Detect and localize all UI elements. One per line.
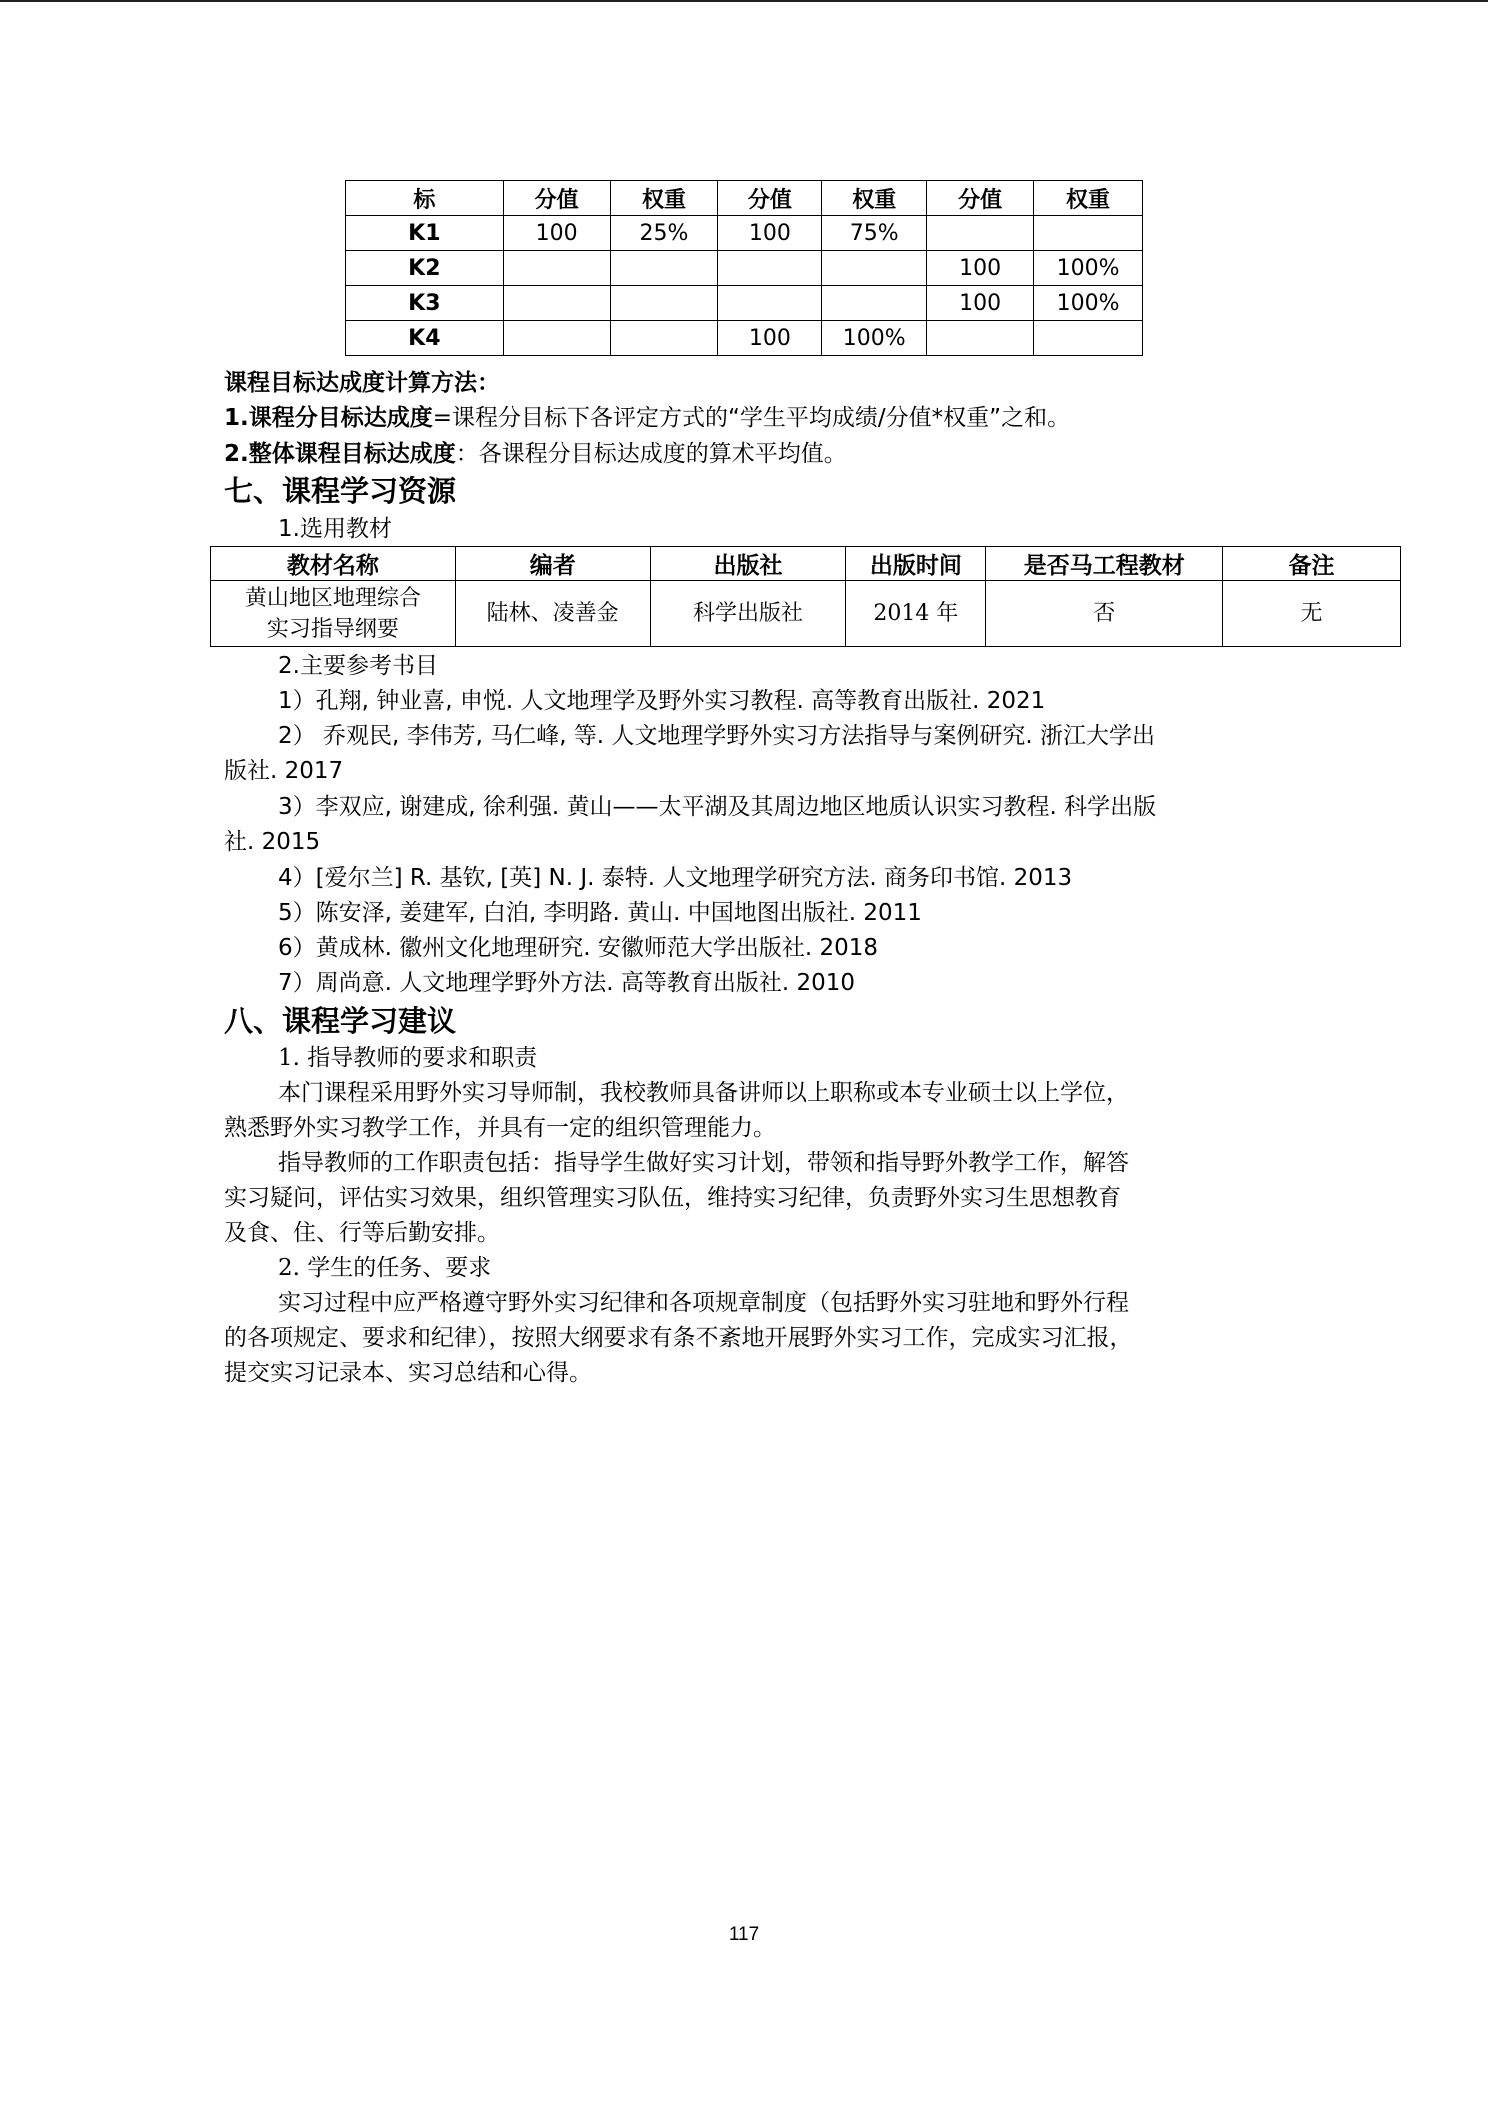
table-cell [927,321,1034,356]
textbook-editor-cell: 陆林、凌善金 [455,581,650,647]
row-label: K1 [346,216,504,251]
table-cell [1034,321,1143,356]
reference-item-continued: 版社. 2017 [224,758,344,784]
header-cell: 分值 [927,181,1034,216]
header-cell: 编者 [455,547,650,581]
header-cell: 备注 [1223,547,1401,581]
table-cell: 100 [503,216,610,251]
textbook-name-line-2: 实习指导纲要 [266,616,399,642]
page-number: 117 [728,1924,760,1945]
reference-item: 7）周尚意. 人文地理学野外方法. 高等教育出版社. 2010 [278,970,856,996]
table-cell [503,286,610,321]
table-cell [1034,216,1143,251]
table-cell: 25% [610,216,718,251]
table-row [346,321,1143,356]
table-cell: 100% [1034,251,1143,286]
paragraph-line: 提交实习记录本、实习总结和心得。 [224,1360,592,1386]
table-cell: 100 [718,321,822,356]
textbook-name-line-1: 黄山地区地理综合 [244,585,421,611]
top-border-line [0,0,1488,2]
table-row [346,286,1143,321]
row-label: K3 [346,286,504,321]
table-cell [610,251,718,286]
table-header-row [346,181,1143,216]
calc-item-1 [224,401,1070,435]
table-row [346,251,1143,286]
reference-item: 4）[爱尔兰] R. 基钦, [英] N. J. 泰特. 人文地理学研究方法. 商务印书馆. 2013 [278,865,1073,891]
table-cell [610,321,718,356]
paragraph-line: 本门课程采用野外实习导师制，我校教师具备讲师以上职称或本专业硕士以上学位， [278,1080,1129,1106]
table-row [211,581,1401,647]
paragraph-line: 熟悉野外实习教学工作，并具有一定的组织管理能力。 [224,1115,776,1141]
table-cell [927,216,1034,251]
subheading-references: 2.主要参考书目 [278,653,438,679]
subheading-textbook: 1.选用教材 [278,516,392,542]
reference-item: 5）陈安泽, 姜建军, 白泊, 李明路. 黄山. 中国地图出版社. 2011 [278,900,922,926]
table-cell: 100 [718,216,822,251]
calc-item-2-text: ：各课程分目标达成度的算术平均值。 [455,441,847,467]
row-label: K4 [346,321,504,356]
reference-item-continued: 社. 2015 [224,829,321,855]
textbook-note-cell: 无 [1223,581,1401,647]
header-cell: 权重 [822,181,927,216]
section-8-heading: 八、课程学习建议 [224,1004,457,1038]
table-cell [610,286,718,321]
reference-item: 1）孔翔, 钟业喜, 申悦. 人文地理学及野外实习教程. 高等教育出版社. 2021 [278,688,1046,714]
paragraph-line: 实习疑问，评估实习效果，组织管理实习队伍，维持实习纪律，负责野外实习生思想教育 [224,1185,1121,1211]
calc-item-2 [224,437,847,471]
paragraph-line: 实习过程中应严格遵守野外实习纪律和各项规章制度（包括野外实习驻地和野外行程 [278,1290,1129,1316]
reference-item: 3）李双应, 谢建成, 徐利强. 黄山——太平湖及其周边地区地质认识实习教程. 科学出版 [278,794,1157,820]
calc-method-title: 课程目标达成度计算方法： [224,370,500,396]
table-cell: 75% [822,216,927,251]
header-cell: 分值 [503,181,610,216]
calc-item-1-label: 1.课程分目标达成度 [224,405,433,431]
header-cell: 出版社 [650,547,846,581]
table-header-row [211,547,1401,581]
textbook-name-cell [211,581,456,647]
table-cell [503,321,610,356]
reference-item: 2） 乔观民, 李伟芳, 马仁峰, 等. 人文地理学野外实习方法指导与案例研究. 浙江大学出 [278,723,1156,749]
table-cell [503,251,610,286]
table-cell [822,286,927,321]
subheading-teacher: 1. 指导教师的要求和职责 [278,1045,538,1071]
row-label: K2 [346,251,504,286]
paragraph-line: 的各项规定、要求和纪律），按照大纲要求有条不紊地开展野外实习工作，完成实习汇报， [224,1325,1133,1351]
header-cell: 权重 [1034,181,1143,216]
table-cell: 100% [822,321,927,356]
assessment-weight-table [345,180,1143,356]
header-cell: 出版时间 [846,547,986,581]
header-cell: 分值 [718,181,822,216]
subheading-student: 2. 学生的任务、要求 [278,1255,492,1281]
table-cell [718,251,822,286]
table-cell [822,251,927,286]
table-cell: 100% [1034,286,1143,321]
table-cell [718,286,822,321]
table-row [346,216,1143,251]
header-cell: 是否马工程教材 [986,547,1223,581]
paragraph-line: 指导教师的工作职责包括：指导学生做好实习计划，带领和指导野外教学工作，解答 [278,1150,1129,1176]
textbook-table [210,546,1401,647]
header-cell: 教材名称 [211,547,456,581]
calc-item-1-text: =课程分目标下各评定方式的“学生平均成绩/分值*权重”之和。 [432,405,1071,431]
section-7-heading: 七、课程学习资源 [224,474,457,508]
table-cell: 100 [927,251,1034,286]
reference-item: 6）黄成林. 徽州文化地理研究. 安徽师范大学出版社. 2018 [278,935,879,961]
header-cell: 标 [346,181,504,216]
textbook-year-cell: 2014 年 [846,581,986,647]
textbook-mgc-cell: 否 [986,581,1223,647]
table-cell: 100 [927,286,1034,321]
paragraph-line: 及食、住、行等后勤安排。 [224,1220,500,1246]
header-cell: 权重 [610,181,718,216]
textbook-publisher-cell: 科学出版社 [650,581,846,647]
calc-item-2-label: 2.整体课程目标达成度 [224,441,456,467]
